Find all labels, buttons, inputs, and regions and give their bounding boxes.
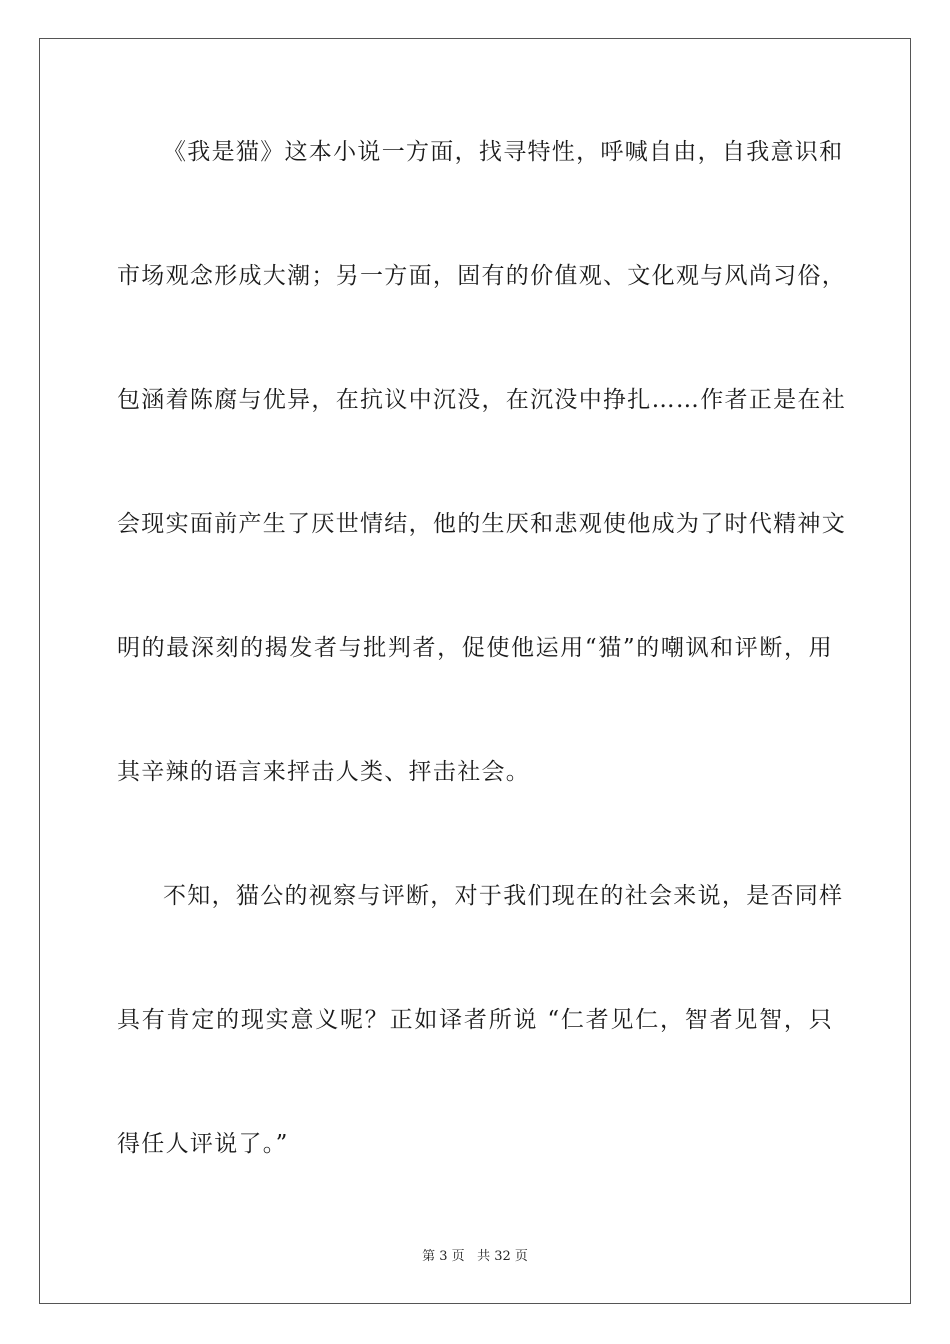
paragraph-2-line-2: 具有肯定的现实意义呢？正如译者所说 “仁者见仁，智者见智，只 <box>117 1007 833 1033</box>
page-total: 共 32 页 <box>477 1249 528 1264</box>
paragraph-1-line-1: 《我是猫》这本小说一方面，找寻特性，呼喊自由，自我意识和 <box>163 139 844 165</box>
page-number: 第 3 页 <box>422 1249 465 1264</box>
paragraph-1-line-6: 其辛辣的语言来抨击人类、抨击社会。 <box>117 759 531 785</box>
paragraph-2-line-1: 不知，猫公的视察与评断，对于我们现在的社会来说，是否同样 <box>163 883 844 909</box>
paragraph-1-line-5: 明的最深刻的揭发者与批判者，促使他运用“猫”的嘲讽和评断，用 <box>117 635 833 661</box>
paragraph-1-line-4: 会现实面前产生了厌世情结，他的生厌和悲观使他成为了时代精神文 <box>117 511 846 537</box>
paragraph-1-line-3: 包涵着陈腐与优异，在抗议中沉没，在沉没中挣扎……作者正是在社 <box>117 387 846 413</box>
paragraph-1-line-2: 市场观念形成大潮；另一方面，固有的价值观、文化观与风尚习俗， <box>117 263 846 289</box>
paragraph-2-line-3: 得任人评说了。” <box>117 1131 289 1157</box>
page-border <box>39 38 911 1304</box>
page-footer <box>0 1248 950 1266</box>
